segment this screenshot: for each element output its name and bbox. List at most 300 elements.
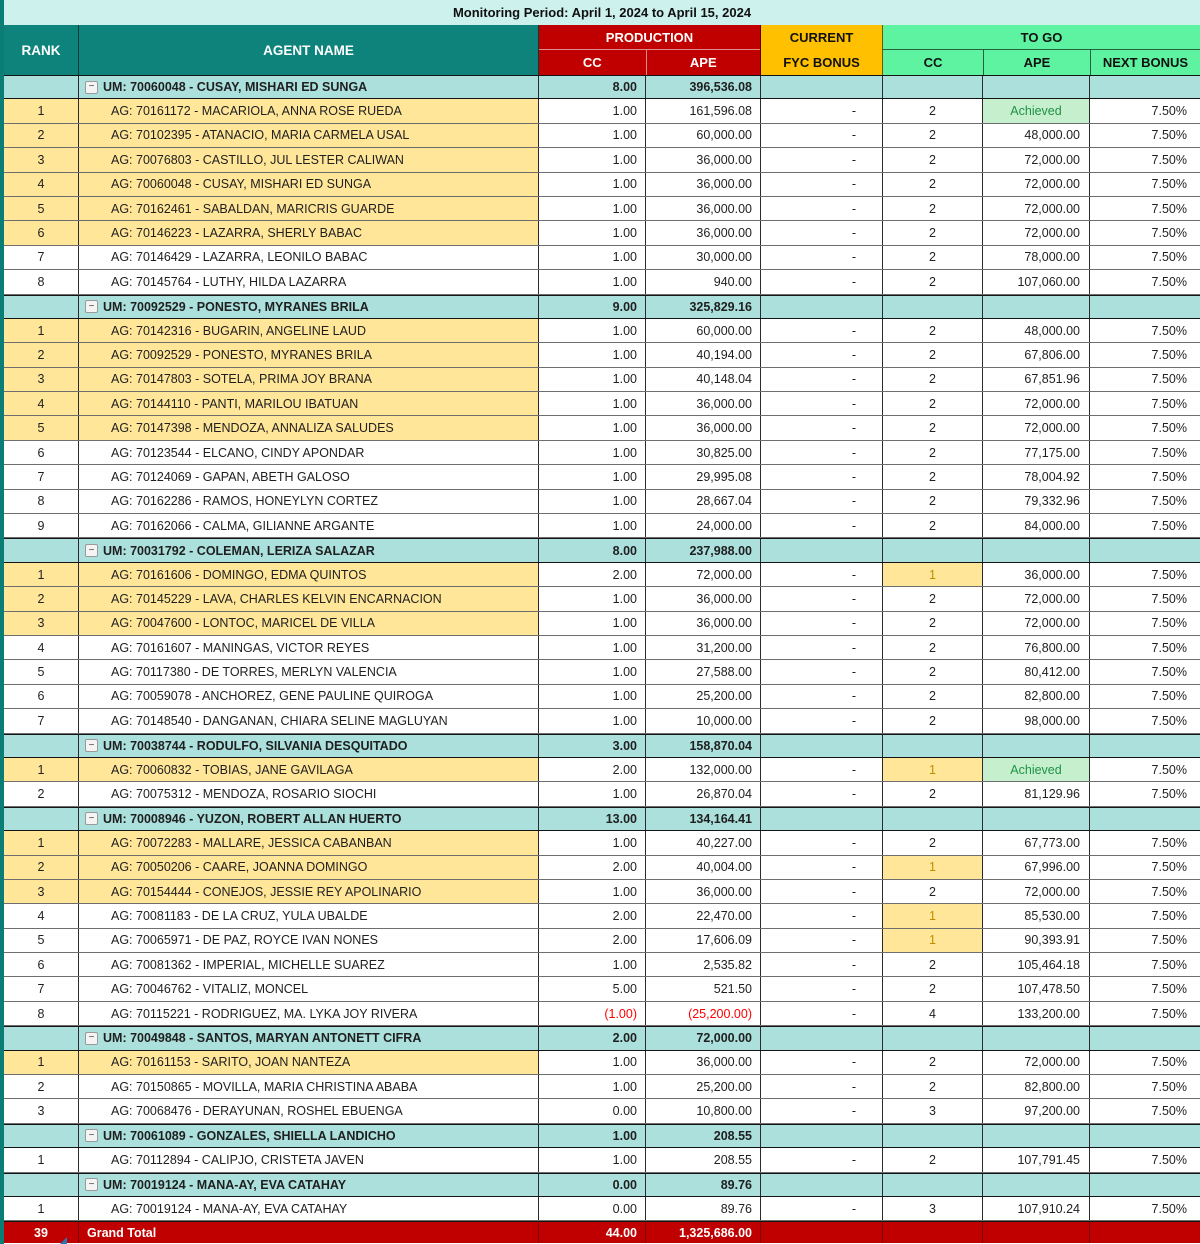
header-agent-name: AGENT NAME [79,25,539,75]
agent-ape: 29,995.08 [646,465,761,488]
um-togo-cc-empty [883,808,983,830]
agent-fyc-bonus: - [761,636,883,659]
agent-cc: 1.00 [539,99,646,122]
header-to-go-group [883,25,1200,75]
agent-togo-cc: 2 [883,319,983,342]
agent-togo-ape: 72,000.00 [983,392,1090,415]
agent-fyc-bonus: - [761,709,883,732]
agent-togo-ape: 72,000.00 [983,148,1090,171]
agent-rank: 4 [4,904,79,927]
agent-row [4,758,1200,782]
agent-rank: 5 [4,660,79,683]
um-next-bonus-empty [1090,1027,1200,1049]
agent-togo-cc: 2 [883,392,983,415]
agent-togo-ape: 72,000.00 [983,587,1090,610]
agent-next-bonus: 7.50% [1151,177,1187,192]
agent-togo-cc: 2 [883,490,983,513]
um-group-row [4,734,1200,758]
um-rank-empty [4,1027,79,1049]
agent-cc: 1.00 [539,612,646,635]
agent-cc: 2.00 [539,758,646,781]
collapse-minus-icon[interactable]: − [85,300,98,313]
agent-row [4,1197,1200,1221]
agent-ape: 40,004.00 [646,856,761,879]
agent-togo-ape: 77,175.00 [983,441,1090,464]
um-group-name-label: UM: 70031792 - COLEMAN, LERIZA SALAZAR [103,543,375,558]
agent-row [4,977,1200,1001]
agent-togo-ape: 72,000.00 [983,221,1090,244]
agent-row [4,392,1200,416]
header-rank: RANK [4,25,79,75]
agent-cc: 1.00 [539,148,646,171]
agent-cc: 1.00 [539,880,646,903]
agent-name: AG: 70124069 - GAPAN, ABETH GALOSO [79,465,539,488]
agent-rank: 5 [4,416,79,439]
agent-next-bonus: 7.50% [1151,713,1187,728]
agent-fyc-bonus: - [761,99,883,122]
agent-row [4,221,1200,245]
agent-cc: 1.00 [539,685,646,708]
agent-cc: 0.00 [539,1099,646,1122]
agent-fyc-bonus: - [761,124,883,147]
agent-togo-cc: 2 [883,270,983,293]
um-fyc-empty [761,735,883,757]
agent-cc: 1.00 [539,319,646,342]
agent-name: AG: 70161607 - MANINGAS, VICTOR REYES [79,636,539,659]
agent-rank: 1 [4,319,79,342]
agent-row [4,904,1200,928]
agent-next-bonus: 7.50% [1151,1152,1187,1167]
agent-name: AG: 70117380 - DE TORRES, MERLYN VALENCIA [79,660,539,683]
agent-rank: 6 [4,953,79,976]
agent-togo-cc: 2 [883,636,983,659]
agent-next-bonus: 7.50% [1151,347,1187,362]
um-togo-ape-empty [983,1125,1090,1147]
um-cc-total: 0.00 [539,1174,646,1196]
agent-next-bonus: 7.50% [1151,518,1187,533]
um-togo-ape-empty [983,1174,1090,1196]
um-next-bonus-empty [1090,808,1200,830]
um-group-name [79,1174,539,1196]
agent-fyc-bonus: - [761,977,883,1000]
um-rank-empty [4,76,79,98]
cell-selection-artifact [60,1237,67,1244]
agent-row [4,246,1200,270]
agent-togo-ape: Achieved [983,758,1090,781]
header-to-go: TO GO [883,25,1200,50]
agent-rank: 8 [4,1002,79,1025]
um-ape-total: 325,829.16 [646,296,761,318]
agent-togo-cc: 2 [883,221,983,244]
um-rank-empty [4,539,79,561]
agent-next-bonus: 7.50% [1151,226,1187,241]
agent-name: AG: 70146429 - LAZARRA, LEONILO BABAC [79,246,539,269]
collapse-minus-icon[interactable]: − [85,739,98,752]
agent-fyc-bonus: - [761,904,883,927]
agent-row [4,124,1200,148]
agent-ape: 30,000.00 [646,246,761,269]
um-togo-cc-empty [883,76,983,98]
agent-rank: 2 [4,587,79,610]
agent-togo-cc: 2 [883,1148,983,1171]
um-fyc-empty [761,1027,883,1049]
agent-fyc-bonus: - [761,490,883,513]
collapse-minus-icon[interactable]: − [85,1032,98,1045]
agent-togo-cc: 1 [883,904,983,927]
agent-togo-cc: 2 [883,99,983,122]
agent-togo-cc: 2 [883,1051,983,1074]
agent-togo-ape: Achieved [983,99,1090,122]
collapse-minus-icon[interactable]: − [85,1178,98,1191]
agent-ape: 36,000.00 [646,587,761,610]
agent-next-bonus: 7.50% [1151,1055,1187,1070]
um-group-row [4,1124,1200,1148]
agent-togo-ape: 72,000.00 [983,1051,1090,1074]
agent-row [4,173,1200,197]
agent-name: AG: 70147398 - MENDOZA, ANNALIZA SALUDES [79,416,539,439]
agent-name: AG: 70161172 - MACARIOLA, ANNA ROSE RUEDA [79,99,539,122]
agent-name: AG: 70072283 - MALLARE, JESSICA CABANBAN [79,831,539,854]
agent-cc: 2.00 [539,856,646,879]
um-ape-total: 89.76 [646,1174,761,1196]
agent-togo-ape: 48,000.00 [983,124,1090,147]
um-fyc-empty [761,1125,883,1147]
agent-ape: 26,870.04 [646,782,761,805]
agent-name: AG: 70060048 - CUSAY, MISHARI ED SUNGA [79,173,539,196]
agent-togo-ape: 72,000.00 [983,612,1090,635]
agent-next-bonus: 7.50% [1151,128,1187,143]
um-cc-total: 8.00 [539,76,646,98]
um-next-bonus-empty [1090,1125,1200,1147]
agent-togo-ape: 72,000.00 [983,416,1090,439]
agent-togo-cc: 1 [883,758,983,781]
agent-togo-cc: 2 [883,953,983,976]
agent-togo-cc: 3 [883,1099,983,1122]
agent-ape: 36,000.00 [646,612,761,635]
um-group-name-label: UM: 70060048 - CUSAY, MISHARI ED SUNGA [103,80,368,95]
table-header [4,25,1200,75]
agent-next-bonus: 7.50% [1151,908,1187,923]
grand-total-cc: 44.00 [539,1222,646,1243]
agent-togo-cc: 4 [883,1002,983,1025]
um-group-row [4,75,1200,99]
agent-row [4,148,1200,172]
collapse-minus-icon[interactable]: − [85,544,98,557]
agent-cc: 1.00 [539,587,646,610]
agent-fyc-bonus: - [761,1148,883,1171]
um-fyc-empty [761,296,883,318]
agent-togo-cc: 2 [883,660,983,683]
agent-fyc-bonus: - [761,246,883,269]
um-next-bonus-empty [1090,296,1200,318]
agent-togo-ape: 85,530.00 [983,904,1090,927]
agent-togo-cc: 2 [883,587,983,610]
agent-togo-cc: 1 [883,929,983,952]
agent-row [4,685,1200,709]
agent-fyc-bonus: - [761,368,883,391]
agent-rank: 7 [4,977,79,1000]
agent-togo-cc: 2 [883,441,983,464]
um-togo-ape-empty [983,539,1090,561]
um-next-bonus-empty [1090,735,1200,757]
agent-row [4,1148,1200,1172]
um-togo-ape-empty [983,808,1090,830]
agent-togo-ape: 82,800.00 [983,1075,1090,1098]
agent-rank: 1 [4,99,79,122]
agent-cc: 1.00 [539,636,646,659]
agent-rank: 6 [4,441,79,464]
agent-togo-ape: 107,791.45 [983,1148,1090,1171]
agent-togo-cc: 2 [883,246,983,269]
agent-next-bonus: 7.50% [1151,1079,1187,1094]
grand-total-next-empty [1090,1222,1200,1243]
header-next-bonus: NEXT BONUS [1090,50,1200,75]
agent-rank: 2 [4,856,79,879]
agent-rank: 7 [4,709,79,732]
agent-cc: 1.00 [539,246,646,269]
grand-total-togo-cc-empty [883,1222,983,1243]
um-togo-ape-empty [983,76,1090,98]
um-togo-cc-empty [883,735,983,757]
agent-name: AG: 70060832 - TOBIAS, JANE GAVILAGA [79,758,539,781]
agent-rank: 2 [4,1075,79,1098]
agent-name: AG: 70047600 - LONTOC, MARICEL DE VILLA [79,612,539,635]
agent-next-bonus: 7.50% [1151,250,1187,265]
agent-rank: 5 [4,929,79,952]
um-group-name [79,1027,539,1049]
um-cc-total: 2.00 [539,1027,646,1049]
um-cc-total: 3.00 [539,735,646,757]
agent-togo-ape: 76,800.00 [983,636,1090,659]
agent-rank: 1 [4,831,79,854]
agent-togo-ape: 133,200.00 [983,1002,1090,1025]
agent-togo-cc: 2 [883,977,983,1000]
agent-ape: 24,000.00 [646,514,761,537]
agent-fyc-bonus: - [761,270,883,293]
agent-row [4,636,1200,660]
grand-total-togo-ape-empty [983,1222,1090,1243]
agent-fyc-bonus: - [761,392,883,415]
agent-cc: 1.00 [539,709,646,732]
grand-total-ape: 1,325,686.00 [646,1222,761,1243]
agent-ape: 27,588.00 [646,660,761,683]
agent-ape: 22,470.00 [646,904,761,927]
agent-cc: 2.00 [539,563,646,586]
agent-next-bonus: 7.50% [1151,835,1187,850]
agent-ape: 40,148.04 [646,368,761,391]
um-cc-total: 8.00 [539,539,646,561]
agent-fyc-bonus: - [761,1099,883,1122]
monitoring-period-text: Monitoring Period: April 1, 2024 to April 15, 2024 [452,5,752,20]
um-fyc-empty [761,76,883,98]
agent-name: AG: 70147803 - SOTELA, PRIMA JOY BRANA [79,368,539,391]
agent-name: AG: 70075312 - MENDOZA, ROSARIO SIOCHI [79,782,539,805]
agent-ape: 40,194.00 [646,343,761,366]
agent-fyc-bonus: - [761,880,883,903]
agent-row [4,612,1200,636]
agent-next-bonus: 7.50% [1151,762,1187,777]
agent-next-bonus: 7.50% [1151,372,1187,387]
agent-row [4,343,1200,367]
agent-ape: 36,000.00 [646,416,761,439]
um-group-name-label: UM: 70019124 - MANA-AY, EVA CATAHAY [103,1177,347,1192]
agent-next-bonus: 7.50% [1151,982,1187,997]
um-togo-cc-empty [883,1125,983,1147]
agent-togo-cc: 2 [883,197,983,220]
agent-name: AG: 70115221 - RODRIGUEZ, MA. LYKA JOY RIVERA [79,1002,539,1025]
agent-ape: 89.76 [646,1197,761,1220]
agent-ape: 10,000.00 [646,709,761,732]
header-production-group [539,25,761,75]
agent-name: AG: 70146223 - LAZARRA, SHERLY BABAC [79,221,539,244]
um-togo-cc-empty [883,296,983,318]
agent-row [4,1051,1200,1075]
agent-rank: 5 [4,197,79,220]
agent-togo-ape: 107,910.24 [983,1197,1090,1220]
um-fyc-empty [761,808,883,830]
agent-name: AG: 70162066 - CALMA, GILIANNE ARGANTE [79,514,539,537]
agent-togo-ape: 48,000.00 [983,319,1090,342]
um-fyc-empty [761,1174,883,1196]
grand-total-row [4,1221,1200,1243]
agent-next-bonus: 7.50% [1151,421,1187,436]
agent-ape: 161,596.08 [646,99,761,122]
agent-name: AG: 70145764 - LUTHY, HILDA LAZARRA [79,270,539,293]
agent-cc: 2.00 [539,929,646,952]
agent-togo-ape: 107,478.50 [983,977,1090,1000]
agent-name: AG: 70145229 - LAVA, CHARLES KELVIN ENCARNACION [79,587,539,610]
um-rank-empty [4,296,79,318]
agent-name: AG: 70142316 - BUGARIN, ANGELINE LAUD [79,319,539,342]
um-togo-cc-empty [883,1174,983,1196]
agent-next-bonus: 7.50% [1151,445,1187,460]
agent-fyc-bonus: - [761,1075,883,1098]
agent-next-bonus: 7.50% [1151,591,1187,606]
um-ape-total: 237,988.00 [646,539,761,561]
agent-fyc-bonus: - [761,953,883,976]
agent-togo-cc: 2 [883,514,983,537]
agent-cc: 1.00 [539,368,646,391]
um-ape-total: 208.55 [646,1125,761,1147]
agent-rank: 3 [4,368,79,391]
um-rank-empty [4,1125,79,1147]
agent-name: AG: 70102395 - ATANACIO, MARIA CARMELA USAL [79,124,539,147]
agent-row [4,368,1200,392]
agent-row [4,490,1200,514]
agent-fyc-bonus: - [761,612,883,635]
agent-fyc-bonus: - [761,514,883,537]
agent-rank: 4 [4,392,79,415]
agent-name: AG: 70068476 - DERAYUNAN, ROSHEL EBUENGA [79,1099,539,1122]
agent-next-bonus: 7.50% [1151,933,1187,948]
agent-next-bonus: 7.50% [1151,689,1187,704]
agent-togo-cc: 2 [883,416,983,439]
header-to-go-ape: APE [983,50,1090,75]
agent-togo-ape: 67,773.00 [983,831,1090,854]
agent-ape: 132,000.00 [646,758,761,781]
agent-fyc-bonus: - [761,221,883,244]
collapse-minus-icon[interactable]: − [85,812,98,825]
agent-ape: 36,000.00 [646,392,761,415]
agent-fyc-bonus: - [761,929,883,952]
agent-togo-cc: 2 [883,709,983,732]
agent-ape: 940.00 [646,270,761,293]
agent-togo-cc: 2 [883,1075,983,1098]
um-group-name-label: UM: 70038744 - RODULFO, SILVANIA DESQUITADO [103,738,408,753]
agent-row [4,1075,1200,1099]
um-next-bonus-empty [1090,76,1200,98]
agent-name: AG: 70076803 - CASTILLO, JUL LESTER CALIWAN [79,148,539,171]
agent-fyc-bonus: - [761,1197,883,1220]
agent-rank: 9 [4,514,79,537]
um-group-name-label: UM: 70061089 - GONZALES, SHIELLA LANDICHO [103,1128,396,1143]
agent-name: AG: 70019124 - MANA-AY, EVA CATAHAY [79,1197,539,1220]
agent-next-bonus: 7.50% [1151,396,1187,411]
agent-rank: 6 [4,221,79,244]
agent-name: AG: 70046762 - VITALIZ, MONCEL [79,977,539,1000]
um-togo-ape-empty [983,296,1090,318]
um-togo-ape-empty [983,735,1090,757]
agent-cc: 1.00 [539,1075,646,1098]
header-to-go-cc: CC [923,55,943,70]
agent-next-bonus: 7.50% [1151,1201,1187,1216]
collapse-minus-icon[interactable]: − [85,81,98,94]
agent-fyc-bonus: - [761,685,883,708]
agent-togo-ape: 107,060.00 [983,270,1090,293]
agent-togo-cc: 2 [883,124,983,147]
header-production-ape: APE [646,50,760,75]
agent-row [4,929,1200,953]
agent-name: AG: 70162461 - SABALDAN, MARICRIS GUARDE [79,197,539,220]
agent-row [4,587,1200,611]
header-current-fyc-bonus [761,25,883,75]
agent-name: AG: 70050206 - CAARE, JOANNA DOMINGO [79,856,539,879]
agent-name: AG: 70092529 - PONESTO, MYRANES BRILA [79,343,539,366]
agent-cc: 1.00 [539,197,646,220]
agent-name: AG: 70150865 - MOVILLA, MARIA CHRISTINA ABABA [79,1075,539,1098]
agent-next-bonus: 7.50% [1151,1006,1187,1021]
agent-togo-ape: 72,000.00 [983,880,1090,903]
grand-total-fyc-empty [761,1222,883,1243]
agent-togo-ape: 80,412.00 [983,660,1090,683]
agent-next-bonus: 7.50% [1151,884,1187,899]
agent-togo-ape: 81,129.96 [983,782,1090,805]
agent-fyc-bonus: - [761,1002,883,1025]
agent-fyc-bonus: - [761,416,883,439]
agent-rank: 8 [4,270,79,293]
agent-rank: 4 [4,636,79,659]
agent-rank: 4 [4,173,79,196]
agent-row [4,709,1200,733]
agent-fyc-bonus: - [761,173,883,196]
um-group-name [79,76,539,98]
agent-name: AG: 70161153 - SARITO, JOAN NANTEZA [79,1051,539,1074]
agent-next-bonus: 7.50% [1151,152,1187,167]
agent-rank: 3 [4,148,79,171]
agent-next-bonus: 7.50% [1151,274,1187,289]
agent-togo-cc: 2 [883,782,983,805]
collapse-minus-icon[interactable]: − [85,1129,98,1142]
um-group-name [79,808,539,830]
agent-row [4,1002,1200,1026]
um-group-row [4,295,1200,319]
agent-rank: 2 [4,124,79,147]
um-group-row [4,538,1200,562]
grand-total-count: 39 [4,1222,79,1243]
agent-next-bonus: 7.50% [1151,323,1187,338]
agent-cc: 1.00 [539,1148,646,1171]
agent-next-bonus: 7.50% [1151,469,1187,484]
